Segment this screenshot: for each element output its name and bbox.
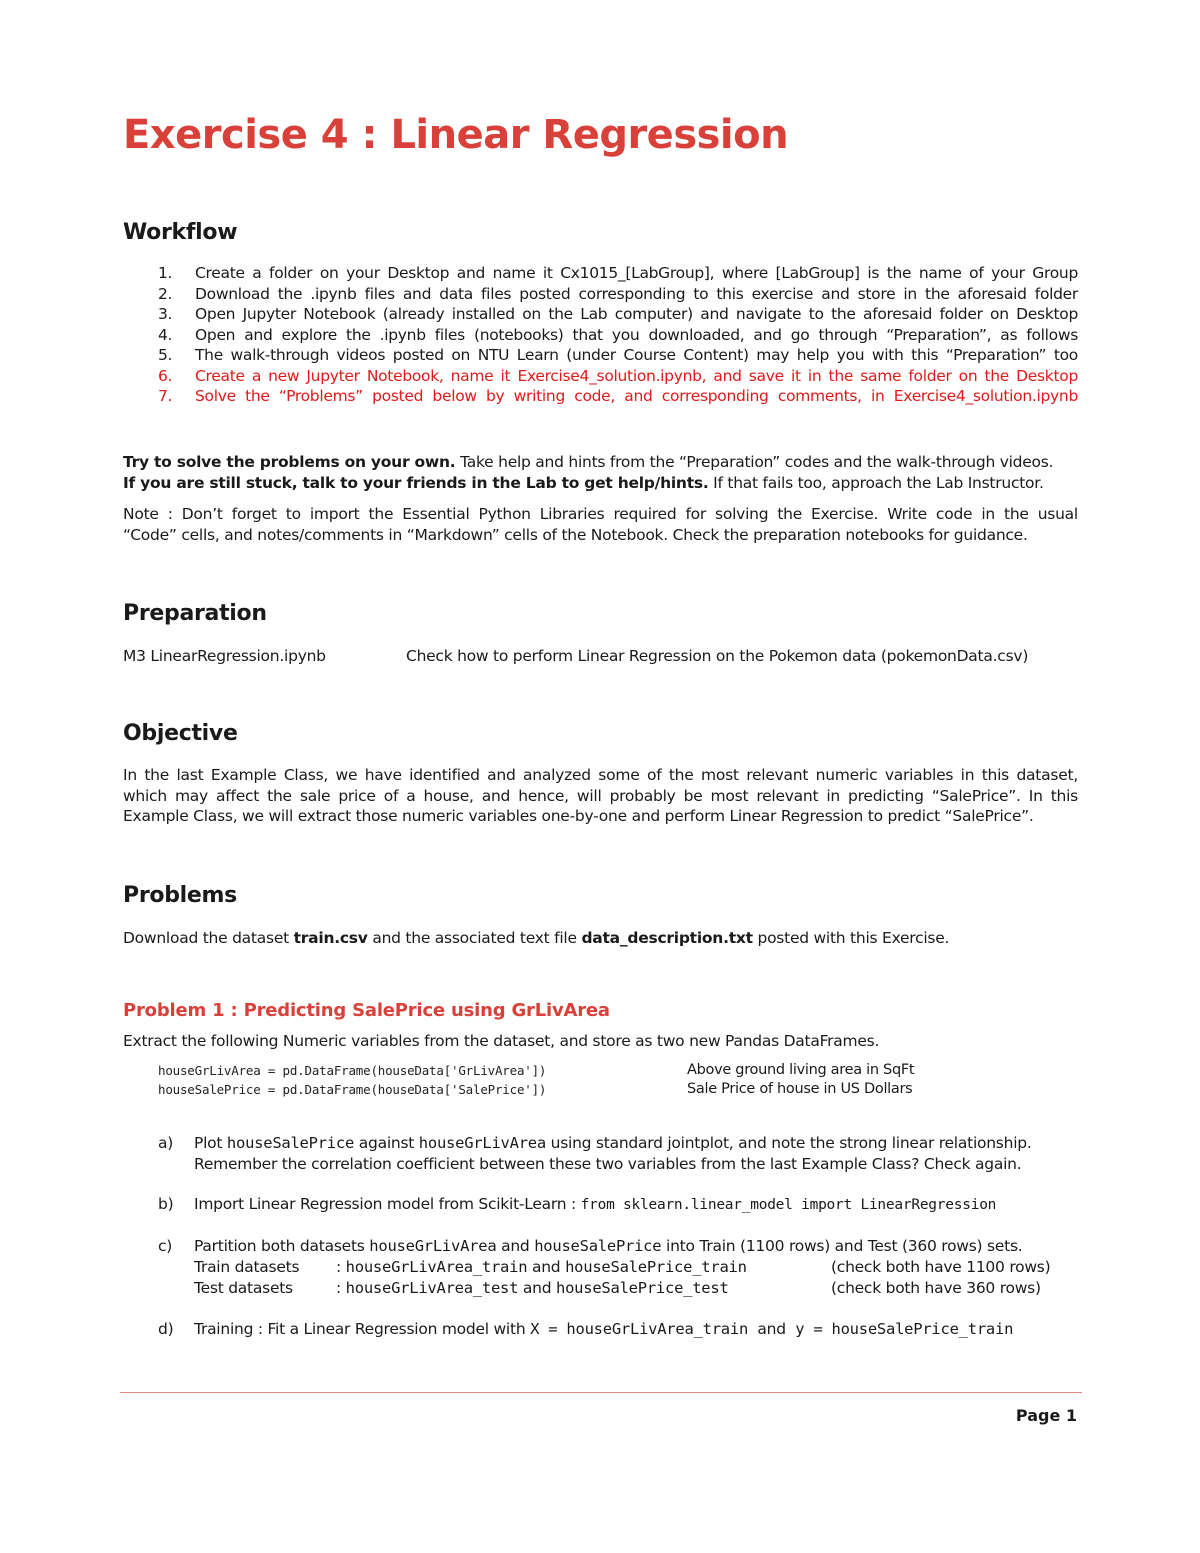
test-datasets-values: : houseGrLivArea_test and houseSalePrice_test [336,1279,729,1297]
test-datasets-note: (check both have 360 rows) [831,1279,1041,1297]
code-desc-grlivarea: Above ground living area in SqFt [687,1062,915,1078]
list-item: 4. Open and explore the .ipynb files (notebooks) that you downloaded, and go through “Preparation”, as follows [158,325,1078,344]
code-line-saleprice: houseSalePrice = pd.DataFrame(houseData['SalePrice']) [158,1082,547,1097]
download-instruction: Download the dataset train.csv and the associated text file data_description.txt posted with this Exercise. [123,929,950,947]
preparation-heading: Preparation [123,601,267,626]
problem-1-intro: Extract the following Numeric variables from the dataset, and store as two new Pandas DataFrames. [123,1032,880,1050]
list-item: 5. The walk-through videos posted on NTU Learn (under Course Content) may help you with this “Preparation” too [158,346,1078,364]
workflow-list [123,264,1078,408]
code-desc-saleprice: Sale Price of house in US Dollars [687,1081,913,1097]
note-line-2: “Code” cells, and notes/comments in “Markdown” cells of the Notebook. Check the preparation notebooks for guidance. [123,526,1028,544]
item-a-line-1: Plot houseSalePrice against houseGrLivArea using standard jointplot, and note the strong linear relationship. [194,1134,1032,1152]
page-number: Page 1 [1015,1406,1077,1425]
preparation-file: M3 LinearRegression.ipynb [123,647,326,665]
item-c-label: c) [158,1237,173,1255]
train-datasets-values: : houseGrLivArea_train and houseSalePrice_train [336,1258,747,1276]
note-line-1: Note : Don’t forget to import the Essential Python Libraries required for solving the Exercise. Write code in the usual [123,505,1078,523]
try-paragraph: Try to solve the problems on your own. Take help and hints from the “Preparation” codes and the walk-through videos. [123,453,1054,471]
item-a-line-2: Remember the correlation coefficient between these two variables from the last Example Class? Check again. [194,1155,1022,1173]
item-d-label: d) [158,1320,174,1338]
preparation-description: Check how to perform Linear Regression on the Pokemon data (pokemonData.csv) [406,647,1029,665]
item-a-label: a) [158,1134,174,1152]
stuck-paragraph: If you are still stuck, talk to your friends in the Lab to get help/hints. If that fails too, approach the Lab Instructor. [123,474,1044,492]
list-item: 6. Create a new Jupyter Notebook, name it Exercise4_solution.ipynb, and save it in the same folder on the Desktop [158,366,1078,385]
item-c-line-1: Partition both datasets houseGrLivArea and houseSalePrice into Train (1100 rows) and Test (360 rows) sets. [194,1237,1023,1255]
objective-line-2: which may affect the sale price of a house, and hence, will probably be most relevant in predicting “SalePrice”. In this [123,787,1078,805]
workflow-heading: Workflow [123,220,238,245]
page-title: Exercise 4 : Linear Regression [123,112,789,158]
train-datasets-note: (check both have 1100 rows) [831,1258,1051,1276]
item-d-text: Training : Fit a Linear Regression model with X = houseGrLivArea_train and y = houseSalePrice_train [194,1320,1014,1338]
test-datasets-label: Test datasets [194,1279,293,1297]
objective-line-3: Example Class, we will extract those numeric variables one-by-one and perform Linear Regression to predict “SalePrice”. [123,807,1034,825]
problems-heading: Problems [123,883,237,908]
footer-divider [120,1392,1082,1393]
list-item: 7. Solve the “Problems” posted below by writing code, and corresponding comments, in Exercise4_solution.ipynb [158,387,1078,405]
list-item: 1. Create a folder on your Desktop and name it Cx1015_[LabGroup], where [LabGroup] is the name of your Group [158,264,1078,282]
problem-1-title: Problem 1 : Predicting SalePrice using GrLivArea [123,1000,610,1021]
list-item: 3. Open Jupyter Notebook (already installed on the Lab computer) and navigate to the aforesaid folder on Desktop [158,305,1078,323]
code-line-grlivarea: houseGrLivArea = pd.DataFrame(houseData['GrLivArea']) [158,1063,547,1078]
objective-heading: Objective [123,721,238,746]
item-b-label: b) [158,1195,174,1213]
list-item: 2. Download the .ipynb files and data files posted corresponding to this exercise and store in the aforesaid folder [158,284,1078,303]
objective-line-1: In the last Example Class, we have identified and analyzed some of the most relevant numeric variables in this dataset, [123,766,1078,784]
train-datasets-label: Train datasets [194,1258,300,1276]
item-b-text: Import Linear Regression model from Scikit-Learn : from sklearn.linear_model import LinearRegression [194,1195,997,1213]
